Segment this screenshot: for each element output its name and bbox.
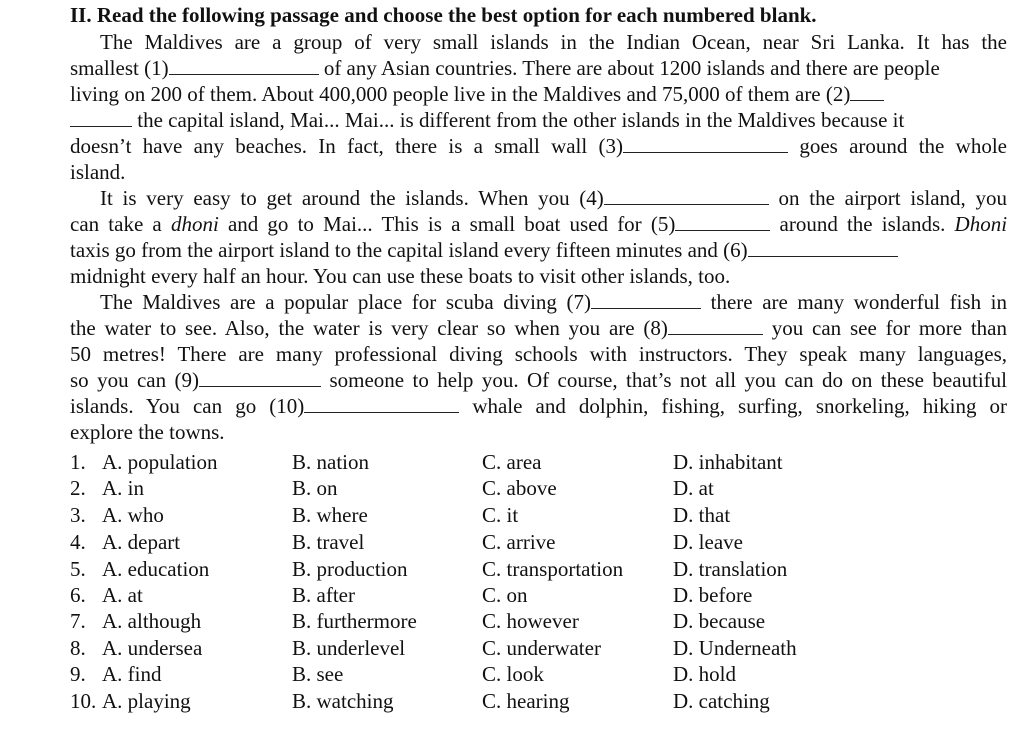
- option-c: C. hearing: [482, 689, 570, 713]
- option-a: A. in: [102, 476, 144, 500]
- option-c: C. area: [482, 450, 542, 474]
- exercise-heading: II. Read the following passage and choose the best option for each numbered blank.: [70, 3, 817, 27]
- option-d: D. at: [673, 476, 714, 500]
- option-b: B. travel: [292, 530, 365, 554]
- blank-1: [169, 56, 319, 75]
- option-c: C. however: [482, 609, 579, 633]
- passage-line: taxis go from the airport island to the capital island every fifteen minutes and (6): [70, 237, 1007, 263]
- blank-5: [675, 212, 770, 231]
- passage-line: the water to see. Also, the water is very clear so when you are (8) you can see for more than: [70, 316, 1008, 340]
- passage-line: can take a dhoni and go to Mai... This is a small boat used for (5) around the islands. Dhoni: [70, 212, 1008, 236]
- passage-line: The Maldives are a popular place for scuba diving (7) there are many wonderful fish in: [100, 290, 1007, 314]
- option-d: D. catching: [673, 689, 770, 713]
- option-a: A. depart: [102, 530, 181, 554]
- passage-line: islands. You can go (10) whale and dolphin, fishing, surfing, snorkeling, hiking or: [70, 394, 1008, 418]
- option-a: A. playing: [102, 689, 191, 713]
- option-c: C. transportation: [482, 557, 624, 581]
- passage-line: doesn’t have any beaches. In fact, there is a small wall (3) goes around the whole: [70, 134, 1007, 158]
- blank-9: [199, 368, 321, 387]
- option-b: B. on: [292, 476, 338, 500]
- option-a: A. population: [102, 450, 218, 474]
- option-d: D. Underneath: [673, 636, 797, 660]
- passage-line: the capital island, Mai... Mai... is different from the other islands in the Maldives because it: [70, 107, 1007, 133]
- option-a: A. at: [102, 583, 143, 607]
- option-c: C. it: [482, 503, 519, 527]
- passage-line: It is very easy to get around the islands. When you (4) on the airport island, you: [100, 186, 1007, 210]
- blank-7: [591, 290, 701, 309]
- blank-2-cont: [70, 108, 132, 127]
- passage-line: midnight every half an hour. You can use these boats to visit other islands, too.: [70, 264, 731, 288]
- passage-line: smallest (1) of any Asian countries. There are about 1200 islands and there are people: [70, 56, 940, 80]
- passage-line: island.: [70, 160, 126, 184]
- option-b: B. underlevel: [292, 636, 406, 660]
- option-b: B. watching: [292, 689, 394, 713]
- worksheet-page: II. Read the following passage and choose the best option for each numbered blank. The Maldives are a group of very small islands in the Indian Ocean, near Sri Lanka. It has the smallest (1) of any Asian countries. There are about 1200 islands and there are people living on 200 of them. About 400,000 people live in the Maldives and 75,000 of them are (2) the capital island, Mai... Mai... is different from the other islands in the Maldives because it doesn’t have any beaches. In fact, there is a small wall (3) goes around the whole island. It is very easy to get around the islands. When you (4) on the airport island, you can take a dhoni and go to Mai... This is a small boat used for (5) around the islands. Dhoni taxis go from the airport island to the capital island every fifteen minutes and (6) midnight every half an hour. You can use these boats to visit other islands, too. The Maldives are a popular place for scuba diving (7) there are many wonderful fish in the water to see. Also, the water is very clear so when you are (8) you can see for more than 50 metres! There are many professional diving schools with instructors. They speak many languages, so you can (9) someone to help you. Of course, that’s not all you can do on these beautiful islands. You can go (10) whale and dolphin, fishing, surfing, snorkeling, hiking or explore the towns. 1. A. population B. nation C. area D. inhabitant 2. A. in B. on C. above D. at 3. A. who B. where C. it D. that 4. A. depart B. travel C. arrive D. leave 5. A. education B. production C. transportation D. translation 6. A. at B. after C. on D. before 7. A. although B. furthermore C. however D. because 8. A. undersea B. underlevel C. underwater D. Underneath 9. A. find B. see C. look D. hold 10. A. playing B. watching C. hearing D. catching: [70, 3, 1008, 713]
- option-a: A. who: [102, 503, 164, 527]
- option-a: A. although: [102, 609, 202, 633]
- option-d: D. before: [673, 583, 753, 607]
- passage-line: explore the towns.: [70, 420, 225, 444]
- passage-line: The Maldives are a group of very small islands in the Indian Ocean, near Sri Lanka. It has the: [100, 30, 1007, 54]
- passage-line: living on 200 of them. About 400,000 people live in the Maldives and 75,000 of them are (2): [70, 81, 1007, 107]
- option-d: D. inhabitant: [673, 450, 783, 474]
- passage-line: 50 metres! There are many professional diving schools with instructors. They speak many languages,: [70, 342, 1007, 366]
- option-b: B. see: [292, 662, 344, 686]
- option-c: C. underwater: [482, 636, 601, 660]
- blank-10: [304, 394, 459, 413]
- option-b: B. after: [292, 583, 355, 607]
- option-b: B. furthermore: [292, 609, 417, 633]
- blank-3: [623, 134, 788, 153]
- option-b: B. nation: [292, 450, 369, 474]
- option-c: C. arrive: [482, 530, 556, 554]
- blank-2: [850, 82, 884, 101]
- blank-8: [668, 316, 763, 335]
- option-a: A. undersea: [102, 636, 203, 660]
- passage-line: so you can (9) someone to help you. Of course, that’s not all you can do on these beautiful: [70, 368, 1008, 392]
- option-d: D. that: [673, 503, 731, 527]
- option-d: D. translation: [673, 557, 788, 581]
- blank-6: [748, 238, 898, 257]
- option-c: C. on: [482, 583, 528, 607]
- option-a: A. education: [102, 557, 210, 581]
- option-d: D. because: [673, 609, 766, 633]
- option-c: C. above: [482, 476, 557, 500]
- option-a: A. find: [102, 662, 162, 686]
- blank-4: [604, 186, 769, 205]
- option-d: D. leave: [673, 530, 743, 554]
- option-c: C. look: [482, 662, 544, 686]
- option-d: D. hold: [673, 662, 736, 686]
- option-b: B. where: [292, 503, 368, 527]
- option-b: B. production: [292, 557, 408, 581]
